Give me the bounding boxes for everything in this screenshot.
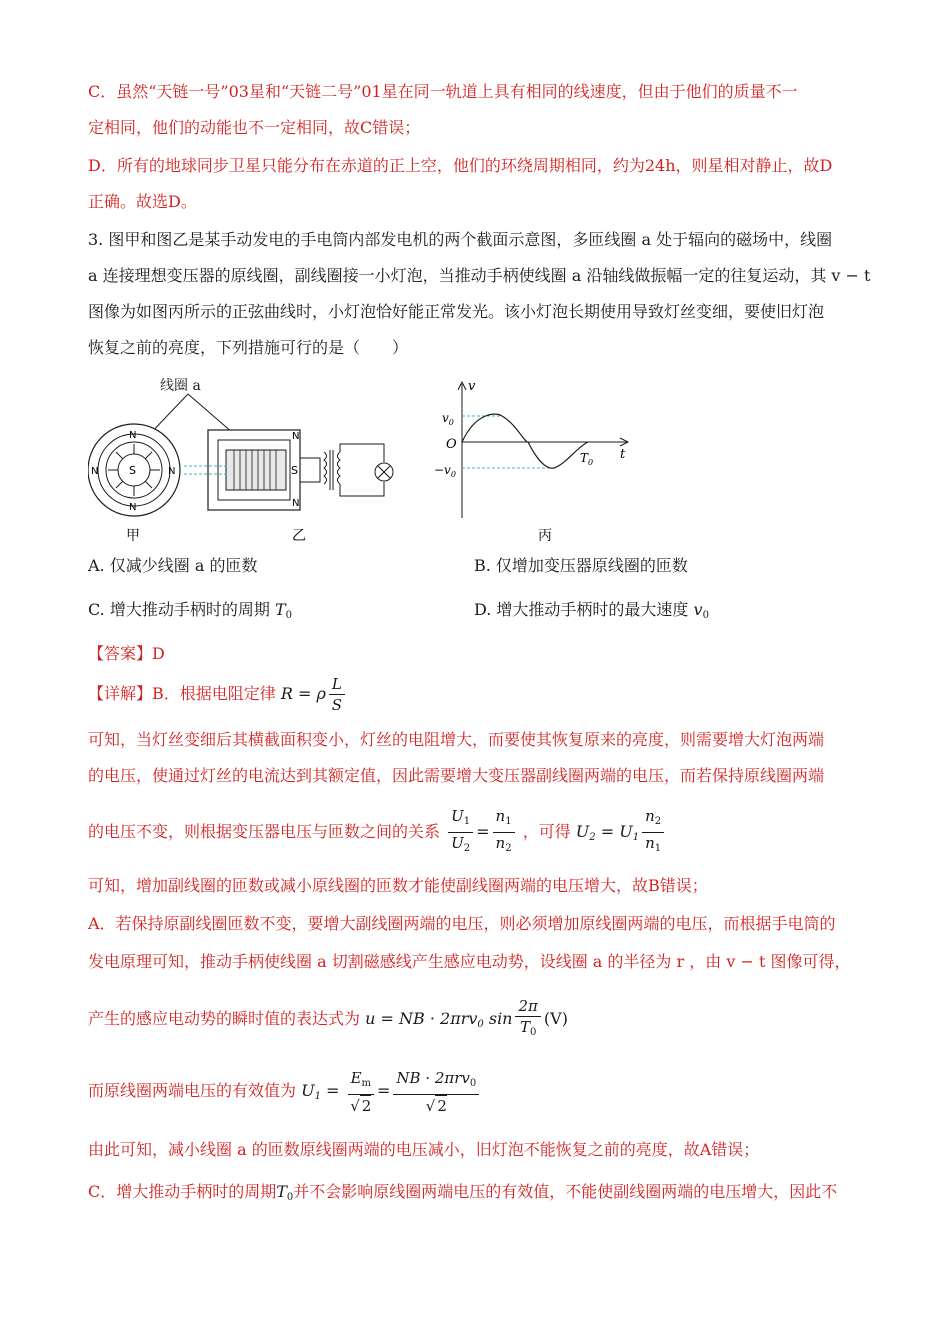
- caption-yi: 乙: [292, 528, 306, 544]
- eq4-fraction: $\frac{2\pi}{T_0}$: [515, 996, 540, 1043]
- transformer-secondary: [338, 452, 341, 484]
- option-d-text: D. 增大推动手柄时的最大速度: [474, 600, 689, 619]
- detail-paragraph-1: 可知，当灯丝变细后其横截面积变小，灯丝的电阻增大，而要使其恢复原来的亮度，则需要增大灯泡两端: [88, 730, 825, 749]
- t0-label: $T_0$: [580, 451, 594, 467]
- figure-svg: [88, 378, 648, 550]
- transformer-primary: [324, 452, 327, 484]
- option-c: [88, 598, 292, 628]
- detail-paragraph-8: 而原线圈两端电压的有效值为: [88, 1081, 297, 1100]
- option-d-subscript: 0: [702, 610, 709, 621]
- detail-paragraph-10: C．增大推动手柄时的周期: [88, 1182, 277, 1201]
- yi-pole-s: S: [291, 464, 298, 477]
- jia-pole-n-bottom: N: [129, 502, 137, 513]
- option-d-explanation-line-1: D．所有的地球同步卫星只能分布在赤道的正上空，他们的环绕周期相同，约为24h，则星相对静止，故D: [88, 156, 833, 175]
- detail-line-7: [88, 994, 868, 1044]
- detail-paragraph-3: 的电压不变，则根据变压器电压与匝数之间的关系: [88, 822, 441, 841]
- figure-yi: [184, 430, 393, 510]
- detail-line-10: [88, 1180, 868, 1210]
- eq1-fraction: $\frac{L}{S}$: [329, 674, 345, 715]
- jia-pole-n-left: N: [91, 466, 99, 477]
- detail-paragraph-10-rest: 并不会影响原线圈两端电压的有效值，不能使副线圈两端的电压增大，因此不: [293, 1182, 838, 1201]
- detail-paragraph-5: A．若保持原副线圈匝数不变，要增大副线圈两端的电压，则必须增加原线圈两端的电压，而根据手电筒的: [88, 914, 836, 933]
- option-a: A. 仅减少线圈 a 的匝数: [88, 556, 258, 575]
- coil-label: 线圈 a: [160, 378, 201, 394]
- v0-label: $v_0$: [442, 411, 454, 427]
- sine-curve: [462, 414, 588, 468]
- detail-paragraph-9: 由此可知，减小线圈 a 的匝数原线圈两端的电压减小，旧灯泡不能恢复之前的亮度，故A错误；: [88, 1140, 760, 1159]
- eq1-lhs: R = ρ: [280, 684, 326, 703]
- option-d: [474, 598, 709, 628]
- option-c-subscript: 0: [285, 610, 292, 621]
- neg-v0-label: $-v_0$: [434, 463, 456, 479]
- axis-t-label: t: [620, 447, 626, 462]
- option-d-explanation-line-2: 正确。故选D。: [88, 192, 197, 211]
- eq5-fraction-2: $\frac{NB \cdot 2\pi rv_0}{√ 2}$: [393, 1068, 479, 1116]
- jia-pole-n-right: N: [168, 466, 176, 477]
- bulb-icon: [375, 463, 393, 481]
- eq5-fraction-1: $\frac{E_m}{√ 2}$: [348, 1068, 374, 1116]
- answer-label: 【答案】D: [88, 644, 165, 663]
- axis-v-label: v: [468, 379, 476, 394]
- detail-paragraph-4: 可知，增加副线圈的匝数或减小原线圈的匝数才能使副线圈两端的电压增大，故B错误；: [88, 876, 708, 895]
- detail-paragraph-6: 发电原理可知，推动手柄使线圈 a 切割磁感线产生感应电动势，设线圈 a 的半径为 r ，由 v − t 图像可得，: [88, 952, 851, 971]
- eq3-fraction: $\frac{n_2}{n_1}$: [642, 806, 664, 859]
- option-c-symbol: T: [274, 600, 286, 619]
- eq3: $U_2 = U_1$: [575, 822, 640, 843]
- option-c-text: C. 增大推动手柄时的周期: [88, 600, 270, 619]
- option-b: B. 仅增加变压器原线圈的匝数: [474, 556, 688, 575]
- jia-pole-s: S: [129, 464, 136, 477]
- eq2-left-fraction: $\frac{U_1}{U_2}$: [448, 806, 473, 859]
- detail-paragraph-3-mid: ，可得: [522, 822, 571, 841]
- option-c-explanation-line-1: C．虽然“天链一号”03星和“天链二号”01星在同一轨道上具有相同的线速度，但由于他们的质量不一: [88, 82, 798, 101]
- jia-pole-n-top: N: [129, 430, 137, 441]
- question-3-line-3: 图像为如图丙所示的正弦曲线时，小灯泡恰好能正常发光。该小灯泡长期使用导致灯丝变细，要使旧灯泡: [88, 302, 825, 321]
- detail-paragraph-7: 产生的感应电动势的瞬时值的表达式为: [88, 1009, 361, 1028]
- detail-line-1: [88, 674, 868, 714]
- eq4-unit: (V): [543, 1009, 568, 1028]
- origin-label: O: [446, 437, 457, 452]
- eq4: u = NB · 2πrv$_0$ sin: [365, 1009, 513, 1030]
- option-d-symbol: v: [693, 600, 703, 619]
- caption-jia: 甲: [126, 528, 140, 544]
- question-figure: [88, 378, 648, 550]
- yi-pole-n-bottom: N: [292, 498, 300, 509]
- figure-jia: [88, 424, 180, 516]
- figure-bing-graph: [434, 379, 628, 518]
- detail-line-8: 而原线圈两端电压的有效值为 $U_1$ = $\frac{E_m}{√ 2}$ = $\frac{NB \cdot 2\pi rv_0}{√ 2}$: [88, 1066, 868, 1116]
- yi-pole-n-top: N: [292, 431, 300, 442]
- option-c-explanation-line-2: 定相同，他们的动能也不一定相同，故C错误；: [88, 118, 421, 137]
- eq5-lhs: $U_1$ =: [301, 1081, 340, 1102]
- question-3-line-4: 恢复之前的亮度，下列措施可行的是（ ）: [88, 338, 409, 357]
- question-3-line-1: 3. 图甲和图乙是某手动发电的手电筒内部发电机的两个截面示意图，多匝线圈 a 处于辐向的磁场中，线圈: [88, 230, 833, 249]
- detail-label: 【详解】B．根据电阻定律: [88, 684, 276, 703]
- caption-bing: 丙: [538, 528, 552, 544]
- detail-t0-symbol: T: [276, 1182, 287, 1201]
- eq2-right-fraction: $\frac{n_1}{n_2}$: [493, 806, 515, 859]
- question-3-line-2: a 连接理想变压器的原线圈，副线圈接一小灯泡，当推动手柄使线圈 a 沿轴线做振幅一定的往复运动，其 v − t: [88, 266, 871, 285]
- detail-paragraph-2: 的电压，使通过灯丝的电流达到其额定值，因此需要增大变压器副线圈两端的电压，而若保持原线圈两端: [88, 766, 825, 785]
- detail-t0-subscript: 0: [286, 1192, 294, 1203]
- detail-line-3: 的电压不变，则根据变压器电压与匝数之间的关系 $\frac{U_1}{U_2}$ = $\frac{n_1}{n_2}$ ，可得 $U_2 = U_1$ $\frac{n_2}{n_1}$: [88, 806, 868, 850]
